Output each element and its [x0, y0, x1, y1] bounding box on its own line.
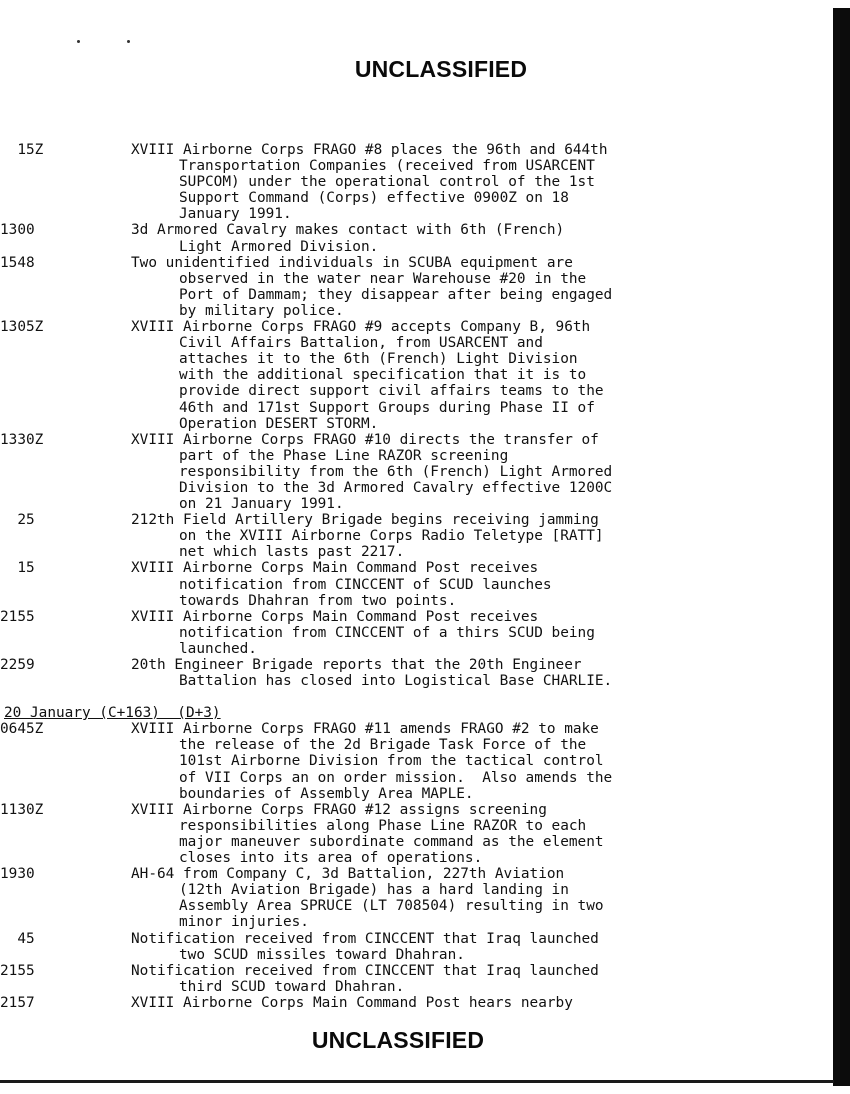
chronology-body	[0, 142, 840, 1011]
entry-time: 0645Z	[0, 721, 44, 738]
log-entry	[0, 560, 840, 608]
entry-text-continuation: January 1991.	[179, 206, 292, 223]
chronology-block-19-january	[0, 142, 840, 689]
entry-text-continuation: minor injuries.	[179, 914, 309, 931]
entry-text-continuation: responsibility from the 6th (French) Light Armored	[179, 463, 613, 480]
entry-text-continuation: third SCUD toward Dhahran.	[179, 978, 405, 995]
entry-time: 25	[0, 512, 35, 529]
log-entry	[0, 866, 840, 930]
scan-bottom-line	[0, 1080, 834, 1083]
entry-time: 2259	[0, 657, 35, 673]
entry-text-continuation: on 21 January 1991.	[179, 496, 344, 513]
entry-text-continuation: by military police.	[179, 302, 344, 319]
entry-text-continuation: of VII Corps an on order mission. Also amends the	[179, 769, 613, 786]
entry-time: 1305Z	[0, 319, 44, 336]
entry-time: 1930	[0, 866, 35, 883]
entry-text-continuation: Light Armored Division.	[179, 238, 379, 255]
entry-text-continuation: boundaries of Assembly Area MAPLE.	[179, 785, 474, 802]
entry-text-continuation: on the XVIII Airborne Corps Radio Teletype [RATT]	[179, 528, 604, 545]
log-entry	[0, 432, 840, 512]
log-entry	[0, 222, 840, 254]
entry-text-continuation: 46th and 171st Support Groups during Phase II of	[179, 399, 595, 416]
entry-time: 2155	[0, 962, 35, 979]
entry-text-continuation: (12th Aviation Brigade) has a hard landing in	[179, 882, 569, 899]
entry-text-continuation: Port of Dammam; they disappear after being engaged	[179, 286, 613, 303]
scan-speck	[77, 40, 80, 43]
entry-time: 2157	[0, 994, 35, 1011]
entry-text: Two unidentified individuals in SCUBA equipment are	[131, 254, 573, 271]
log-entry	[0, 721, 840, 801]
log-entry	[0, 931, 840, 963]
entry-text: XVIII Airborne Corps FRAGO #8 places the 96th and 644th	[131, 142, 608, 158]
entry-text-continuation: Division to the 3d Armored Cavalry effective 1200C	[179, 479, 613, 496]
entry-text: XVIII Airborne Corps Main Command Post hears nearby	[131, 994, 573, 1011]
log-entry	[0, 995, 840, 1011]
entry-text-continuation: provide direct support civil affairs teams to the	[179, 383, 604, 400]
entry-time: 2155	[0, 608, 35, 625]
log-entry	[0, 802, 840, 866]
entry-text-continuation: net which lasts past 2217.	[179, 544, 405, 561]
entry-text: Notification received from CINCCENT that Iraq launched	[131, 962, 599, 979]
entry-text: AH-64 from Company C, 3d Battalion, 227th Aviation	[131, 866, 565, 883]
entry-text-continuation: closes into its area of operations.	[179, 850, 483, 867]
chronology-block-20-january	[0, 721, 840, 1011]
entry-text: XVIII Airborne Corps Main Command Post receives	[131, 560, 539, 577]
entry-text: 20th Engineer Brigade reports that the 20th Engineer	[131, 657, 582, 673]
entry-text-continuation: observed in the water near Warehouse #20 in the	[179, 270, 587, 287]
entry-text-continuation: with the additional specification that it is to	[179, 367, 587, 384]
entry-text-continuation: notification from CINCCENT of a thirs SCUD being	[179, 624, 595, 641]
log-entry	[0, 255, 840, 319]
entry-text-continuation: responsibilities along Phase Line RAZOR to each	[179, 817, 587, 834]
entry-text-continuation: two SCUD missiles toward Dhahran.	[179, 946, 465, 963]
entry-time: 45	[0, 930, 35, 947]
entry-text: 3d Armored Cavalry makes contact with 6th (French)	[131, 222, 565, 239]
log-entry	[0, 657, 840, 689]
entry-text: XVIII Airborne Corps Main Command Post receives	[131, 608, 539, 625]
entry-text: XVIII Airborne Corps FRAGO #12 assigns screening	[131, 801, 547, 818]
entry-text: Notification received from CINCCENT that Iraq launched	[131, 930, 599, 947]
entry-text: XVIII Airborne Corps FRAGO #9 accepts Company B, 96th	[131, 319, 591, 336]
entry-text-continuation: Civil Affairs Battalion, from USARCENT and	[179, 335, 543, 352]
date-heading: 20 January (C+163) (D+3)	[4, 705, 221, 722]
classification-footer: UNCLASSIFIED	[311, 1027, 485, 1053]
entry-text: XVIII Airborne Corps FRAGO #11 amends FRAGO #2 to make	[131, 721, 599, 738]
entry-text-continuation: part of the Phase Line RAZOR screening	[179, 447, 509, 464]
entry-text: XVIII Airborne Corps FRAGO #10 directs the transfer of	[131, 431, 599, 448]
entry-text-continuation: launched.	[179, 640, 257, 657]
log-entry	[0, 142, 840, 222]
entry-time: 15	[0, 560, 35, 577]
entry-time: 15Z	[0, 142, 44, 158]
log-entry	[0, 319, 840, 432]
log-entry	[0, 963, 840, 995]
entry-text-continuation: Support Command (Corps) effective 0900Z on 18	[179, 190, 569, 207]
classification-header: UNCLASSIFIED	[354, 56, 528, 82]
entry-text-continuation: the release of the 2d Brigade Task Force of the	[179, 737, 587, 754]
entry-text-continuation: attaches it to the 6th (French) Light Division	[179, 351, 578, 368]
entry-text-continuation: Transportation Companies (received from USARCENT	[179, 158, 595, 175]
entry-text-continuation: major maneuver subordinate command as the element	[179, 833, 604, 850]
entry-text-continuation: towards Dhahran from two points.	[179, 592, 457, 609]
log-entry	[0, 609, 840, 657]
scan-speck	[127, 40, 130, 43]
entry-time: 1548	[0, 254, 35, 271]
entry-text-continuation: SUPCOM) under the operational control of the 1st	[179, 174, 595, 191]
entry-text-continuation: Operation DESERT STORM.	[179, 415, 379, 432]
log-entry	[0, 512, 840, 560]
entry-time: 1130Z	[0, 801, 44, 818]
entry-time: 1330Z	[0, 431, 44, 448]
entry-text-continuation: Battalion has closed into Logistical Base CHARLIE.	[179, 673, 613, 690]
entry-text-continuation: notification from CINCCENT of SCUD launches	[179, 576, 552, 593]
entry-text-continuation: 101st Airborne Division from the tactical control	[179, 753, 604, 770]
entry-text-continuation: Assembly Area SPRUCE (LT 708504) resulting in two	[179, 898, 604, 915]
entry-text: 212th Field Artillery Brigade begins receiving jamming	[131, 512, 599, 529]
entry-time: 1300	[0, 222, 35, 239]
